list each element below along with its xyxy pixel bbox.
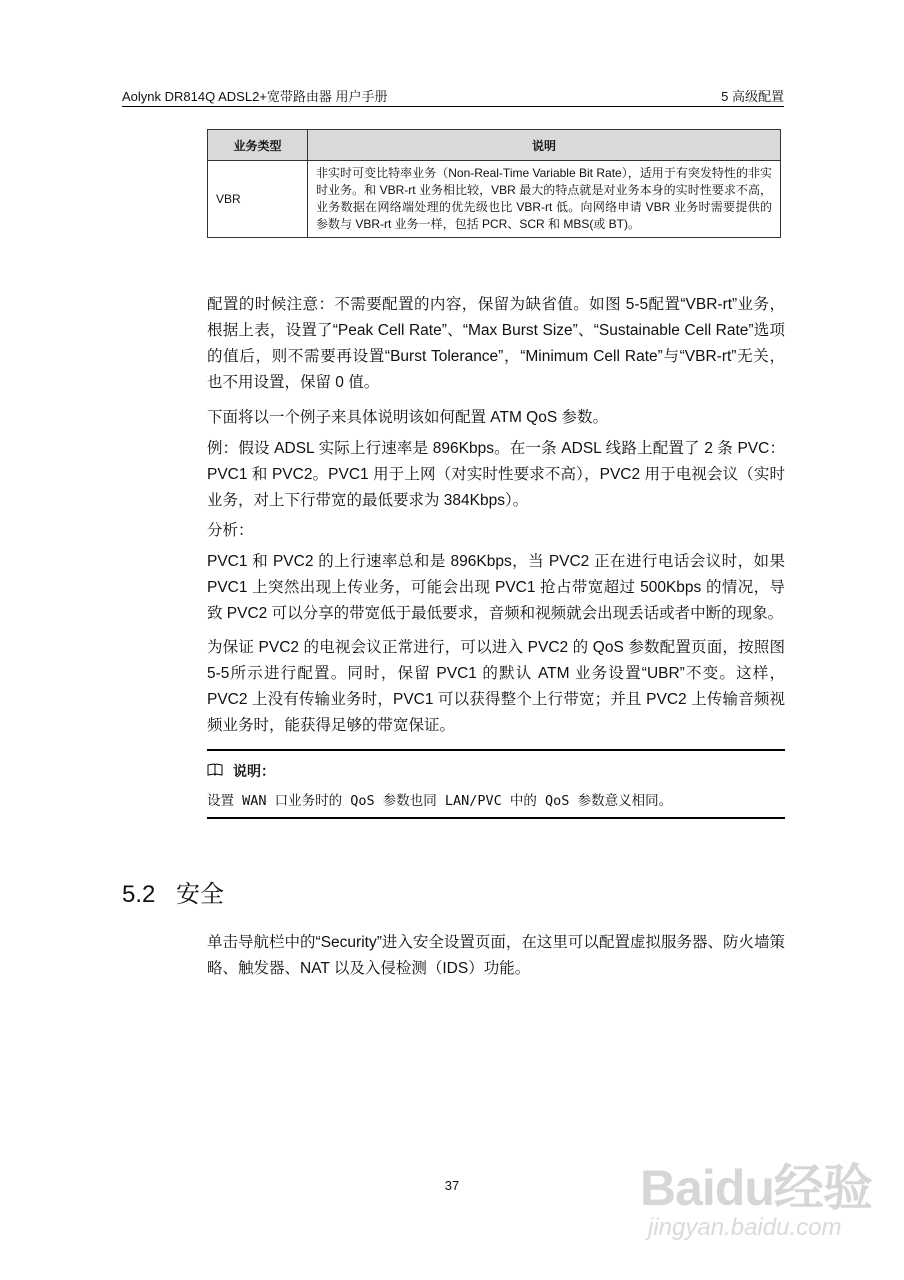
table-header-type: 业务类型 [208, 130, 308, 161]
book-icon [207, 763, 223, 780]
note-text: 设置 WAN 口业务时的 QoS 参数也同 LAN/PVC 中的 QoS 参数意义相同。 [207, 793, 673, 809]
paragraph-config-note: 配置的时候注意：不需要配置的内容，保留为缺省值。如图 5-5配置“VBR-rt”业务，根据上表，设置了“Peak Cell Rate”、“Max Burst Size”、“Sustainable Cell Rate”选项的值后，则不需要再设置“Burst Tolerance”，“Minimum Cell Rate”与“VBR-rt”无关，也不用设置，保留 0 值。 [207, 296, 785, 391]
table-cell-type: VBR [208, 161, 308, 238]
header-chapter: 5 高级配置 [721, 89, 784, 104]
paragraph-example-intro: 下面将以一个例子来具体说明该如何配置 ATM QoS 参数。 [207, 409, 609, 426]
table-row [208, 161, 781, 238]
table-header-description: 说明 [308, 130, 781, 161]
table-cell-description: 非实时可变比特率业务（Non-Real-Time Variable Bit Rate），适用于有突发特性的非实时业务。和 VBR-rt 业务相比较，VBR 最大的特点就是对业务本身的实时性要求不高，业务数据在网络端处理的优先级也比 VBR-rt 低。向网络申请 VBR 业务时需要提供的参数与 VBR-rt 业务一样，包括 PCR、SCR 和 MBS(或 BT)。 [308, 161, 781, 238]
paragraph-example: 例：假设 ADSL 实际上行速率是 896Kbps。在一条 ADSL 线路上配置了 2 条 PVC：PVC1 和 PVC2。PVC1 用于上网（对实时性要求不高），PVC2 用于电视会议（实时业务，对上下行带宽的最低要求为 384Kbps）。 [207, 440, 785, 509]
section-number: 5.2 [122, 881, 156, 908]
page-header [122, 84, 784, 107]
section-title: 安全 [176, 881, 225, 908]
paragraph-security-intro: 单击导航栏中的“Security”进入安全设置页面，在这里可以配置虚拟服务器、防火墙策略、触发器、NAT 以及入侵检测（IDS）功能。 [207, 934, 785, 977]
table-header-row [208, 130, 781, 161]
watermark [640, 1148, 890, 1268]
page-number: 37 [444, 1178, 460, 1193]
section-heading [122, 874, 224, 909]
note-label: 说明： [233, 763, 275, 779]
watermark-url: jingyan.baidu.com [648, 1214, 842, 1241]
note-box [207, 749, 785, 819]
note-title [207, 761, 275, 781]
paragraph-analysis: PVC1 和 PVC2 的上行速率总和是 896Kbps，当 PVC2 正在进行电话会议时，如果 PVC1 上突然出现上传业务，可能会出现 PVC1 抢占带宽超过 500Kbps 的情况，导致 PVC2 可以分享的带宽低于最低要求，音频和视频就会出现丢话或者中断的现象。 [207, 553, 785, 622]
paragraph-analysis-label: 分析： [207, 522, 254, 539]
service-type-table [207, 129, 781, 238]
header-title: Aolynk DR814Q ADSL2+宽带路由器 用户手册 [122, 89, 388, 104]
paragraph-solution: 为保证 PVC2 的电视会议正常进行，可以进入 PVC2 的 QoS 参数配置页面，按照图 5-5所示进行配置。同时，保留 PVC1 的默认 ATM 业务设置“UBR”不变。这样，PVC2 上没有传输业务时，PVC1 可以获得整个上行带宽；并且 PVC2 上传输音频视频业务时，能获得足够的带宽保证。 [207, 639, 785, 734]
watermark-brand: Baidu经验 [640, 1160, 872, 1216]
